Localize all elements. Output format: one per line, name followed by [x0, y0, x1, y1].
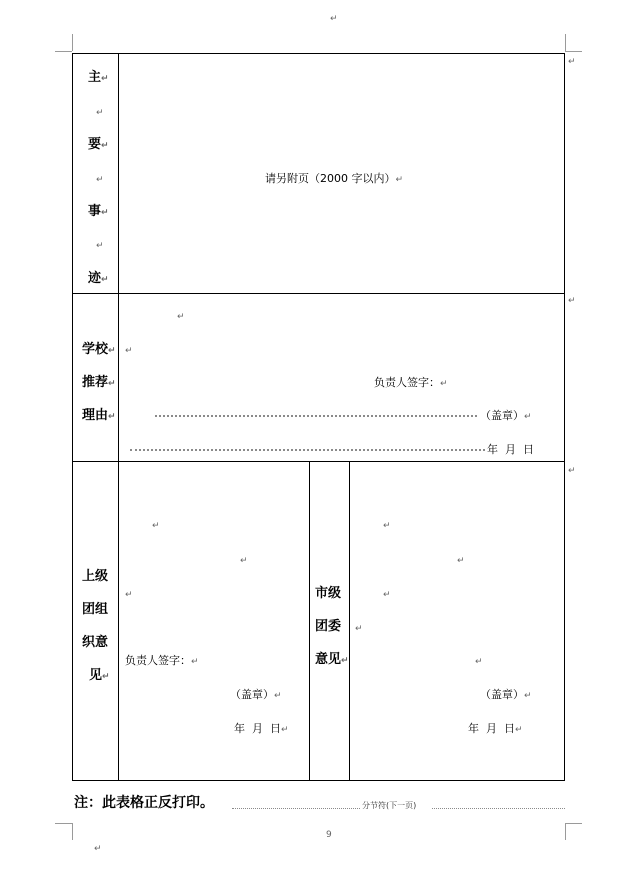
section-break-leader-right: [432, 808, 565, 809]
main-deeds-label-char-4: 迹↵: [88, 271, 109, 286]
label-column-divider: [118, 53, 119, 781]
crop-mark-bottom-right-h: [565, 823, 582, 824]
paragraph-mark-icon: ↵: [96, 175, 104, 185]
crop-mark-bottom-left-h: [55, 823, 72, 824]
main-deeds-label-char-1: 主↵: [88, 70, 109, 85]
paragraph-mark-icon: ↵: [568, 57, 576, 67]
city-label-line-1: 市级: [315, 586, 342, 601]
school-date-dotted-leader: [130, 449, 485, 451]
superior-signature-label: 负责人签字：↵: [125, 654, 199, 667]
city-label-line-3: 意见↵: [315, 652, 349, 667]
page-number: 9: [326, 830, 332, 840]
school-signature-label: 负责人签字：↵: [374, 376, 448, 389]
crop-mark-top-right-h: [565, 51, 582, 52]
paragraph-mark-icon: ↵: [330, 14, 338, 24]
superior-label-line-3: 织意: [82, 635, 109, 650]
superior-date: 年 月 日↵: [234, 722, 289, 735]
school-label-line-3: 理由↵: [82, 408, 116, 423]
crop-mark-top-left: [72, 34, 73, 51]
city-seal: （盖章）↵: [480, 688, 532, 701]
paragraph-mark-icon: ↵: [475, 657, 483, 667]
superior-label-line-4: 见↵: [89, 668, 110, 683]
paragraph-mark-icon: ↵: [152, 521, 160, 531]
crop-mark-bottom-left: [72, 823, 73, 840]
school-label-line-1: 学校↵: [82, 342, 116, 357]
section-break-leader-left: [232, 808, 360, 809]
main-deeds-label-char-2: 要↵: [88, 137, 109, 152]
paragraph-mark-icon: ↵: [96, 241, 104, 251]
superior-label-line-1: 上级: [82, 569, 109, 584]
city-label-left-divider: [309, 461, 310, 781]
paragraph-mark-icon: ↵: [94, 844, 102, 854]
paragraph-mark-icon: ↵: [125, 346, 133, 356]
school-label-line-2: 推荐↵: [82, 375, 116, 390]
main-deeds-label-char-3: 事↵: [88, 204, 109, 219]
main-deeds-content: 请另附页（2000 字以内）↵: [265, 172, 404, 185]
crop-mark-top-left-h: [55, 51, 72, 52]
paragraph-mark-icon: ↵: [355, 624, 363, 634]
paragraph-mark-icon: ↵: [568, 466, 576, 476]
paragraph-mark-icon: ↵: [96, 108, 104, 118]
city-date: 年 月 日↵: [468, 722, 523, 735]
city-label-right-divider: [349, 461, 350, 781]
paragraph-mark-icon: ↵: [240, 556, 248, 566]
superior-seal: （盖章）↵: [230, 688, 282, 701]
school-seal: （盖章）↵: [480, 409, 532, 422]
paragraph-mark-icon: ↵: [568, 296, 576, 306]
city-label-line-2: 团委: [315, 619, 342, 634]
footer-note: 注：此表格正反打印。: [74, 795, 214, 811]
row-divider-1: [72, 293, 565, 294]
school-date: 年 月 日: [487, 443, 534, 456]
crop-mark-top-right: [565, 34, 566, 51]
paragraph-mark-icon: ↵: [383, 521, 391, 531]
school-seal-dotted-leader: [155, 415, 477, 417]
paragraph-mark-icon: ↵: [177, 312, 185, 322]
row-divider-2: [72, 461, 565, 462]
section-break-label: 分节符(下一页): [362, 801, 417, 810]
crop-mark-bottom-right: [565, 823, 566, 840]
paragraph-mark-icon: ↵: [125, 590, 133, 600]
paragraph-mark-icon: ↵: [383, 590, 391, 600]
paragraph-mark-icon: ↵: [457, 556, 465, 566]
superior-label-line-2: 团组: [82, 602, 109, 617]
